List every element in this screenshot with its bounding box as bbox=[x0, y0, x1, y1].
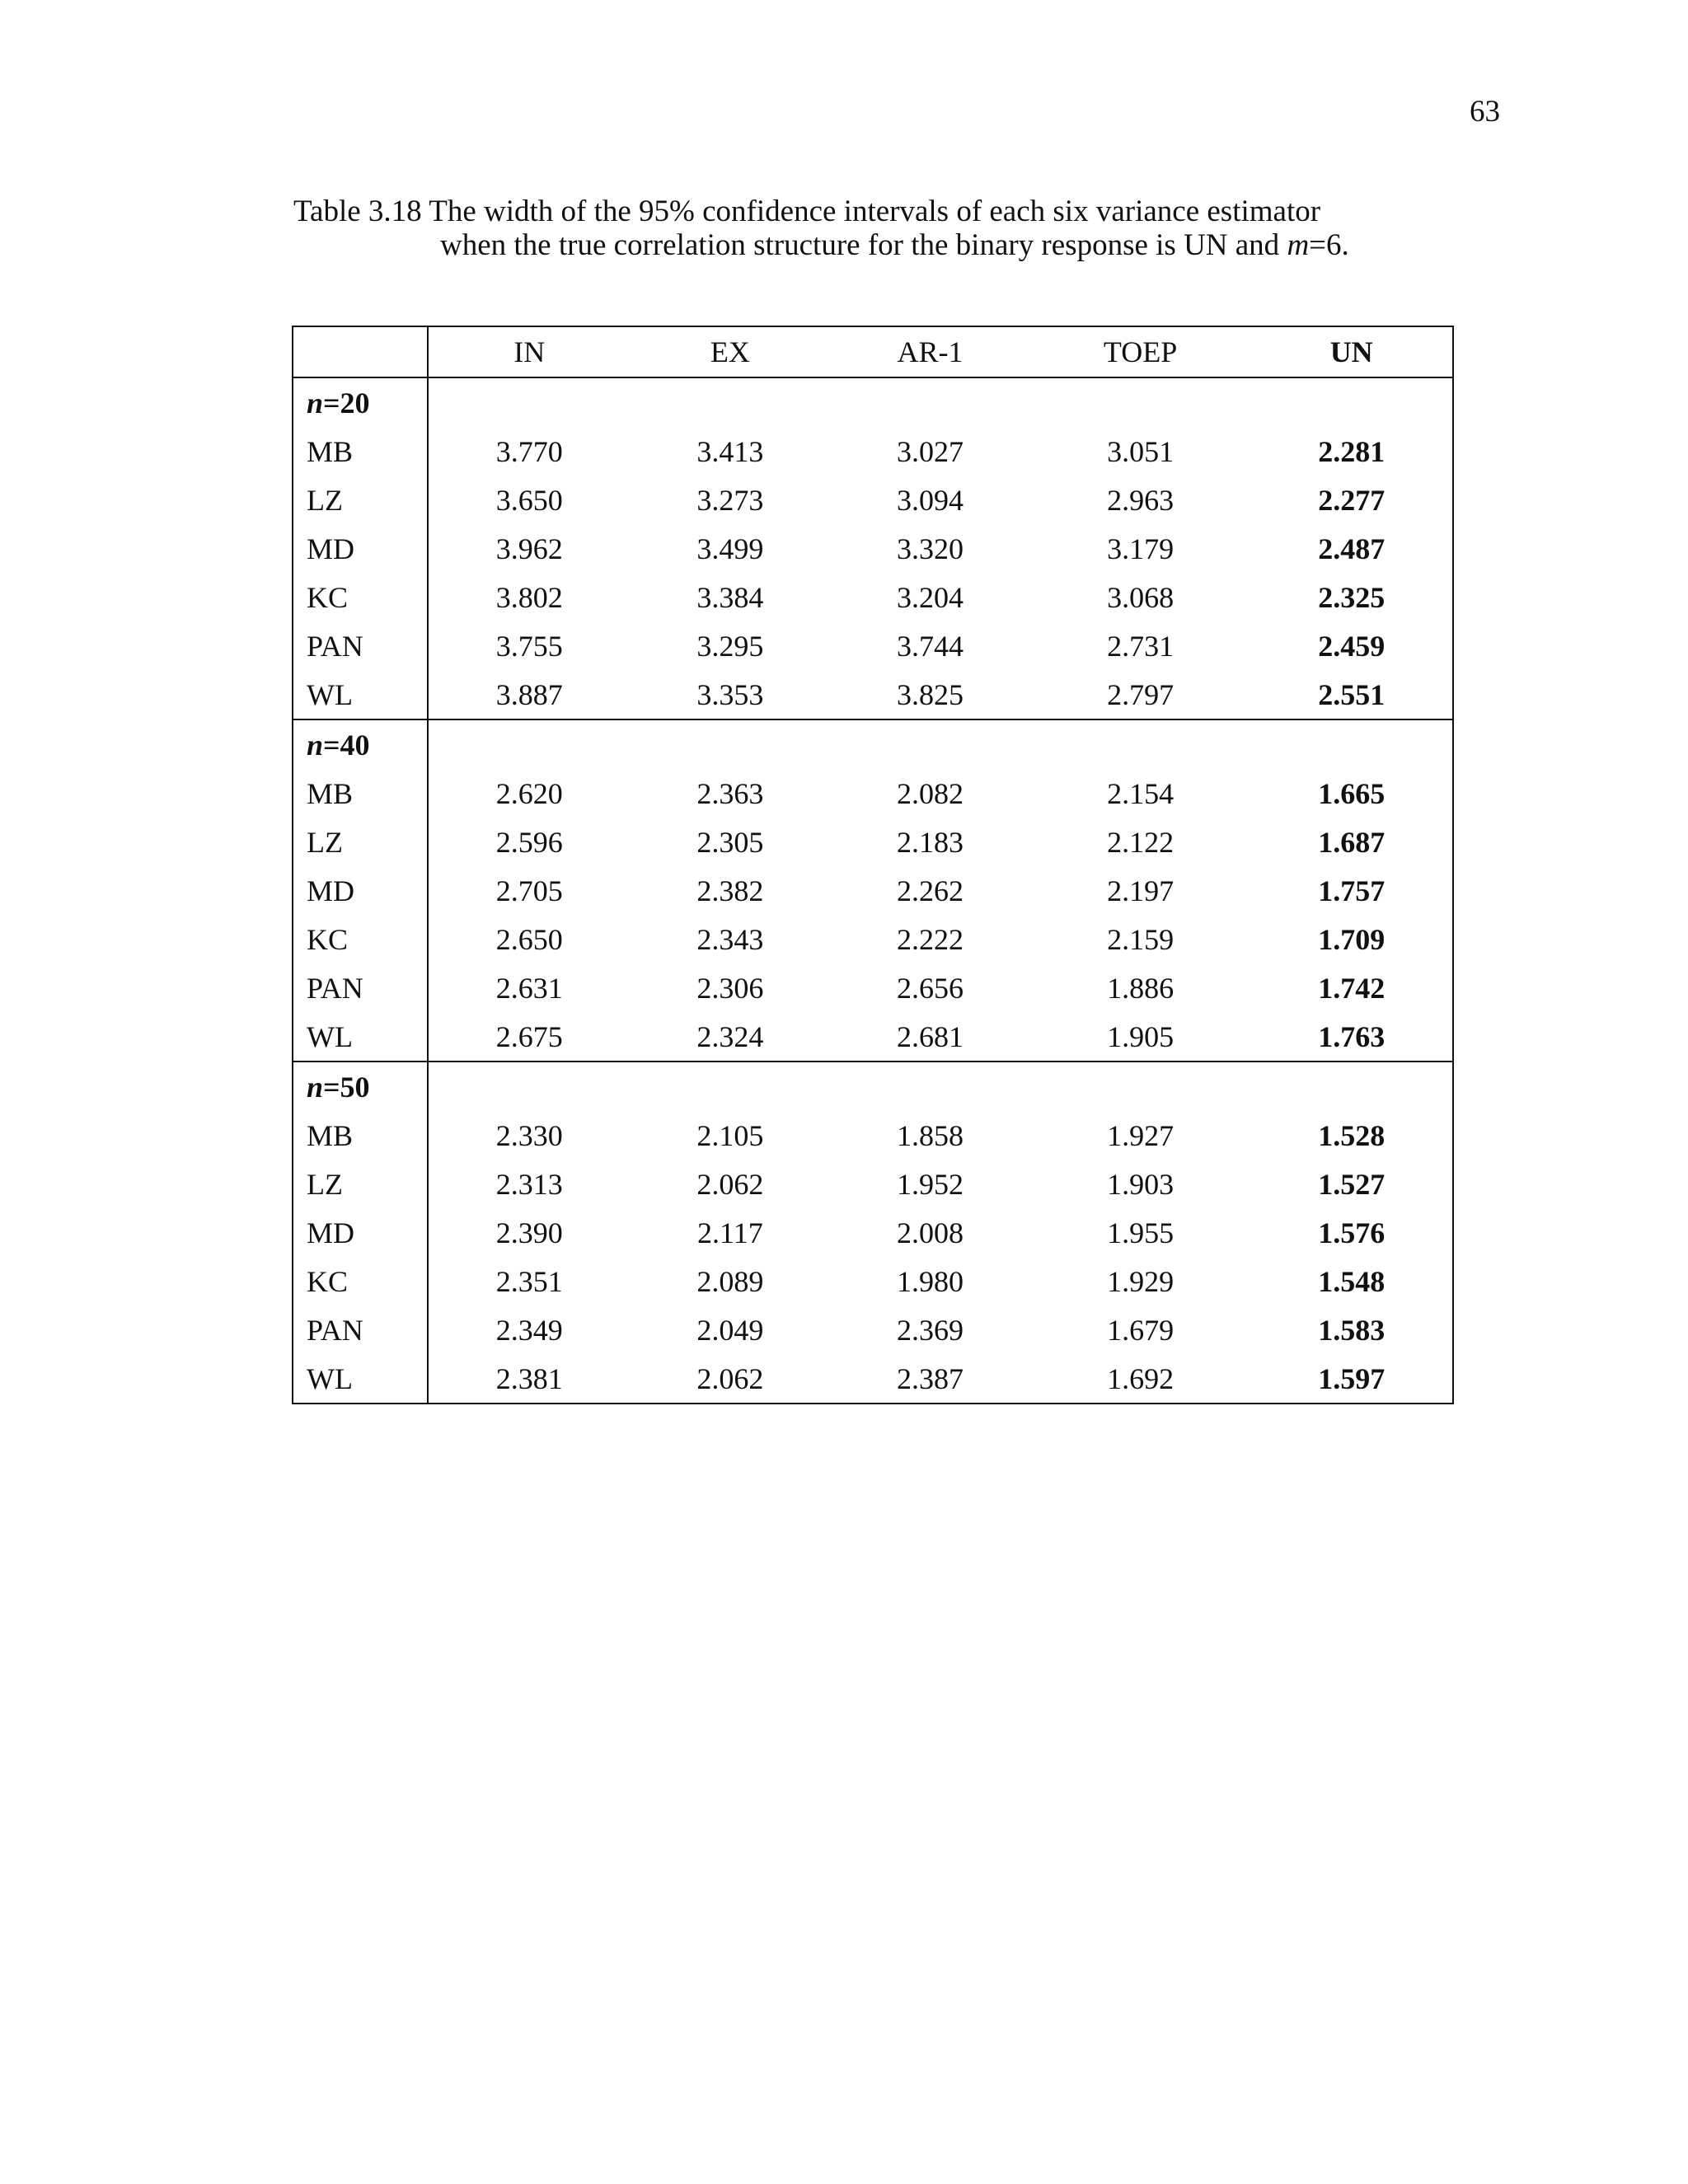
table-cell: 2.313 bbox=[495, 1167, 563, 1201]
caption-line-2-text: when the true correlation structure for the binary response is UN and bbox=[440, 228, 1287, 262]
table-cell: 2.631 bbox=[495, 971, 563, 1005]
table-cell: 1.692 bbox=[1107, 1361, 1175, 1395]
table-row bbox=[293, 1305, 1453, 1354]
table-cell: 2.381 bbox=[495, 1361, 563, 1395]
table-row bbox=[293, 1354, 1453, 1404]
column-header: TOEP bbox=[1030, 326, 1251, 377]
group-variable: n bbox=[307, 1070, 324, 1104]
table-cell: 3.094 bbox=[896, 483, 964, 517]
row-label: MD bbox=[293, 866, 428, 915]
table-cell: 2.963 bbox=[1107, 483, 1175, 517]
empty-cell bbox=[1250, 719, 1453, 769]
table-cell: 1.527 bbox=[1318, 1167, 1386, 1201]
table-cell: 1.980 bbox=[896, 1264, 964, 1298]
table-cell: 1.583 bbox=[1318, 1313, 1386, 1347]
header-row bbox=[293, 326, 1453, 377]
table-cell: 1.665 bbox=[1318, 776, 1386, 810]
column-header: UN bbox=[1250, 326, 1453, 377]
group-header-row bbox=[293, 719, 1453, 769]
table-cell: 2.262 bbox=[896, 874, 964, 907]
table-body bbox=[293, 1062, 1453, 1404]
table-cell: 2.154 bbox=[1107, 776, 1175, 810]
table-row bbox=[293, 1012, 1453, 1062]
table-cell: 1.952 bbox=[896, 1167, 964, 1201]
table-cell: 2.117 bbox=[697, 1216, 763, 1249]
row-label: KC bbox=[293, 915, 428, 963]
group-value: =50 bbox=[323, 1070, 370, 1104]
table-cell: 2.363 bbox=[696, 776, 764, 810]
row-label: WL bbox=[293, 1354, 428, 1404]
row-label: WL bbox=[293, 670, 428, 719]
table-row bbox=[293, 1160, 1453, 1208]
group-value: =40 bbox=[323, 728, 370, 762]
table-row bbox=[293, 670, 1453, 719]
table-cell: 2.705 bbox=[495, 874, 563, 907]
table-cell: 1.576 bbox=[1318, 1216, 1386, 1249]
table-cell: 2.351 bbox=[495, 1264, 563, 1298]
group-label bbox=[293, 377, 428, 427]
table-cell: 2.324 bbox=[696, 1019, 764, 1053]
group-variable: n bbox=[307, 386, 324, 419]
table-cell: 3.204 bbox=[896, 580, 964, 614]
row-label: PAN bbox=[293, 621, 428, 670]
table-row bbox=[293, 818, 1453, 866]
row-label: MB bbox=[293, 427, 428, 476]
table-cell: 2.089 bbox=[696, 1264, 764, 1298]
group-header-row bbox=[293, 377, 1453, 427]
table-cell: 1.886 bbox=[1107, 971, 1175, 1005]
table-cell: 2.062 bbox=[696, 1167, 764, 1201]
table-row bbox=[293, 427, 1453, 476]
table-cell: 3.384 bbox=[696, 580, 764, 614]
row-label: MD bbox=[293, 524, 428, 573]
table-cell: 2.797 bbox=[1107, 677, 1175, 711]
table-caption bbox=[293, 194, 1447, 262]
table-cell: 3.068 bbox=[1107, 580, 1175, 614]
table-cell: 2.183 bbox=[896, 825, 964, 859]
column-header: IN bbox=[428, 326, 631, 377]
table-row bbox=[293, 866, 1453, 915]
table-cell: 2.281 bbox=[1318, 434, 1386, 468]
empty-cell bbox=[631, 719, 831, 769]
table-cell: 2.197 bbox=[1107, 874, 1175, 907]
table-cell: 2.305 bbox=[696, 825, 764, 859]
table-cell: 1.763 bbox=[1318, 1019, 1386, 1053]
page-number: 63 bbox=[1470, 95, 1500, 129]
table-row bbox=[293, 476, 1453, 524]
table-row bbox=[293, 573, 1453, 621]
table-cell: 3.802 bbox=[495, 580, 563, 614]
table-cell: 2.731 bbox=[1107, 629, 1175, 663]
table-cell: 2.620 bbox=[495, 776, 563, 810]
table-cell: 3.413 bbox=[696, 434, 764, 468]
table-cell: 3.295 bbox=[696, 629, 764, 663]
table-cell: 1.742 bbox=[1318, 971, 1386, 1005]
table-cell: 1.927 bbox=[1107, 1118, 1175, 1152]
row-label: WL bbox=[293, 1012, 428, 1062]
table-cell: 1.757 bbox=[1318, 874, 1386, 907]
table-row bbox=[293, 1111, 1453, 1160]
table-body bbox=[293, 377, 1453, 719]
empty-cell bbox=[631, 1062, 831, 1111]
table-cell: 1.597 bbox=[1318, 1361, 1386, 1395]
row-label: LZ bbox=[293, 1160, 428, 1208]
caption-line-2 bbox=[293, 228, 1447, 262]
row-label: PAN bbox=[293, 1305, 428, 1354]
table-cell: 2.105 bbox=[696, 1118, 764, 1152]
table-row bbox=[293, 1257, 1453, 1305]
table-row bbox=[293, 769, 1453, 818]
table-cell: 3.051 bbox=[1107, 434, 1175, 468]
table-cell: 2.325 bbox=[1318, 580, 1386, 614]
table-cell: 2.382 bbox=[696, 874, 764, 907]
table-cell: 2.390 bbox=[495, 1216, 563, 1249]
table-cell: 2.008 bbox=[896, 1216, 964, 1249]
table-cell: 2.650 bbox=[495, 922, 563, 956]
empty-cell bbox=[1030, 1062, 1251, 1111]
table-cell: 2.681 bbox=[896, 1019, 964, 1053]
empty-cell bbox=[830, 1062, 1030, 1111]
table-cell: 2.656 bbox=[896, 971, 964, 1005]
table-cell: 3.650 bbox=[495, 483, 563, 517]
row-label: MD bbox=[293, 1208, 428, 1257]
table-cell: 1.903 bbox=[1107, 1167, 1175, 1201]
table-cell: 2.159 bbox=[1107, 922, 1175, 956]
column-header: EX bbox=[631, 326, 831, 377]
row-label: KC bbox=[293, 1257, 428, 1305]
empty-cell bbox=[1250, 377, 1453, 427]
table-cell: 2.675 bbox=[495, 1019, 563, 1053]
table-cell: 2.049 bbox=[696, 1313, 764, 1347]
table-cell: 2.459 bbox=[1318, 629, 1386, 663]
empty-cell bbox=[631, 377, 831, 427]
table-cell: 2.369 bbox=[896, 1313, 964, 1347]
table-cell: 3.499 bbox=[696, 532, 764, 565]
table-cell: 3.273 bbox=[696, 483, 764, 517]
table-cell: 3.320 bbox=[896, 532, 964, 565]
table-body bbox=[293, 719, 1453, 1062]
corner-cell bbox=[293, 326, 428, 377]
table-cell: 2.122 bbox=[1107, 825, 1175, 859]
row-label: MB bbox=[293, 769, 428, 818]
table-cell: 2.551 bbox=[1318, 677, 1386, 711]
table-cell: 2.082 bbox=[896, 776, 964, 810]
caption-line-2-end: =6. bbox=[1309, 228, 1349, 262]
table-cell: 2.349 bbox=[495, 1313, 563, 1347]
table-cell: 3.825 bbox=[896, 677, 964, 711]
table-cell: 3.770 bbox=[495, 434, 563, 468]
empty-cell bbox=[428, 377, 631, 427]
table-cell: 2.222 bbox=[896, 922, 964, 956]
table-cell: 3.179 bbox=[1107, 532, 1175, 565]
table-cell: 3.744 bbox=[896, 629, 964, 663]
group-label bbox=[293, 719, 428, 769]
table-cell: 3.027 bbox=[896, 434, 964, 468]
table-cell: 1.528 bbox=[1318, 1118, 1386, 1152]
table-cell: 2.487 bbox=[1318, 532, 1386, 565]
table-cell: 3.962 bbox=[495, 532, 563, 565]
group-label bbox=[293, 1062, 428, 1111]
empty-cell bbox=[428, 1062, 631, 1111]
row-label: LZ bbox=[293, 476, 428, 524]
row-label: KC bbox=[293, 573, 428, 621]
caption-variable: m bbox=[1287, 228, 1310, 262]
table-cell: 2.277 bbox=[1318, 483, 1386, 517]
table-row bbox=[293, 1208, 1453, 1257]
table-cell: 1.905 bbox=[1107, 1019, 1175, 1053]
row-label: MB bbox=[293, 1111, 428, 1160]
table-cell: 3.755 bbox=[495, 629, 563, 663]
table-cell: 1.929 bbox=[1107, 1264, 1175, 1298]
group-variable: n bbox=[307, 728, 324, 762]
table-cell: 2.062 bbox=[696, 1361, 764, 1395]
empty-cell bbox=[1030, 719, 1251, 769]
table-cell: 1.548 bbox=[1318, 1264, 1386, 1298]
table-row bbox=[293, 621, 1453, 670]
table-cell: 1.679 bbox=[1107, 1313, 1175, 1347]
table-cell: 2.343 bbox=[696, 922, 764, 956]
table-row bbox=[293, 915, 1453, 963]
table-row bbox=[293, 524, 1453, 573]
empty-cell bbox=[428, 719, 631, 769]
table-cell: 3.353 bbox=[696, 677, 764, 711]
column-header: AR-1 bbox=[830, 326, 1030, 377]
table-row bbox=[293, 963, 1453, 1012]
table-cell: 2.596 bbox=[495, 825, 563, 859]
group-value: =20 bbox=[323, 386, 370, 419]
table-cell: 3.887 bbox=[495, 677, 563, 711]
empty-cell bbox=[830, 719, 1030, 769]
table-cell: 1.955 bbox=[1107, 1216, 1175, 1249]
table-cell: 2.387 bbox=[896, 1361, 964, 1395]
table-cell: 2.306 bbox=[696, 971, 764, 1005]
row-label: PAN bbox=[293, 963, 428, 1012]
table-cell: 1.709 bbox=[1318, 922, 1386, 956]
results-table bbox=[292, 326, 1454, 1404]
empty-cell bbox=[830, 377, 1030, 427]
table-cell: 1.858 bbox=[896, 1118, 964, 1152]
empty-cell bbox=[1250, 1062, 1453, 1111]
table-cell: 1.687 bbox=[1318, 825, 1386, 859]
group-header-row bbox=[293, 1062, 1453, 1111]
empty-cell bbox=[1030, 377, 1251, 427]
table-cell: 2.330 bbox=[495, 1118, 563, 1152]
row-label: LZ bbox=[293, 818, 428, 866]
caption-line-1: Table 3.18 The width of the 95% confidence intervals of each six variance estimator bbox=[293, 194, 1321, 228]
